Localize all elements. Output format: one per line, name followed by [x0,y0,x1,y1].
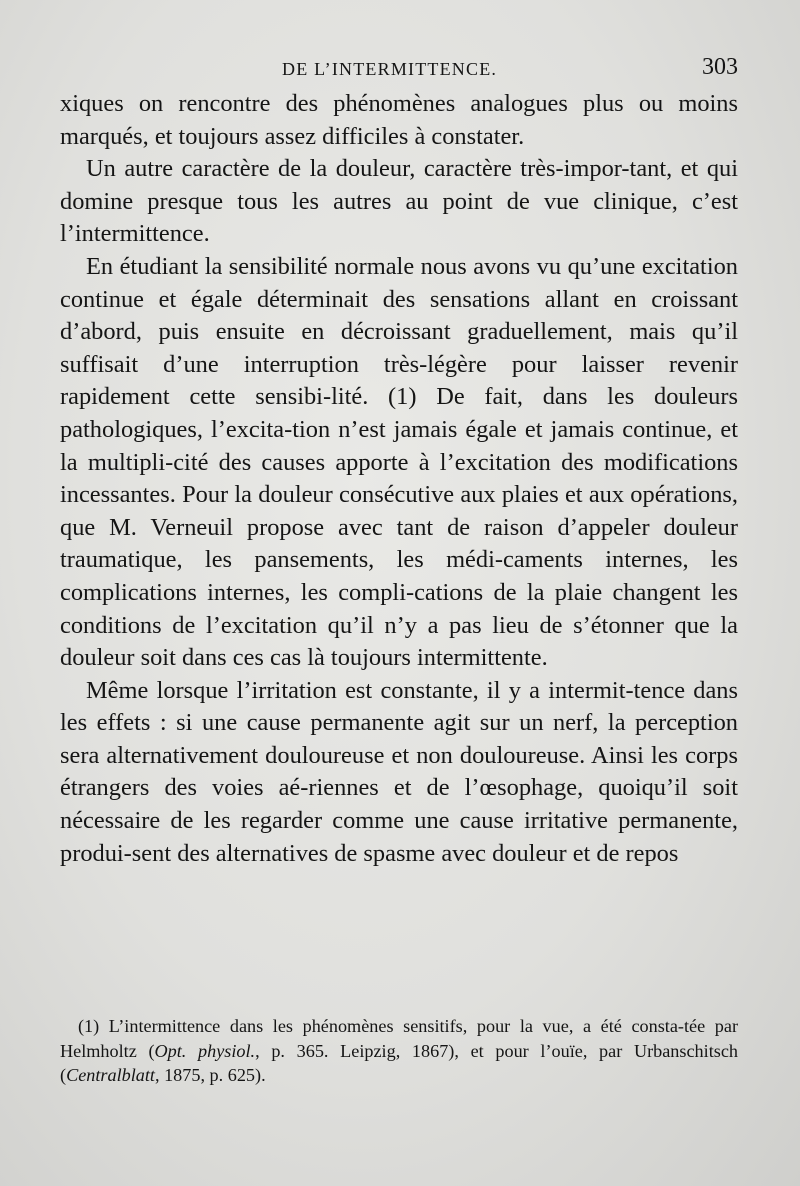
footnote-reference-helmholtz: Opt. physiol. [154,1040,256,1061]
footnotes [60,1014,738,1088]
paragraph-constant-irritation: Même lorsque l’irritation est constante, il y a intermit-tence dans les effets : si une cause permanente agit sur un nerf, la perception sera alternativement douloureuse et non douloureuse. Ainsi les corps étrangers des voies aé-riennes et de l’œsophage, quoiqu’il soit nécessaire de les regarder comme une cause irritative permanente, produi-sent des alternatives de spasme avec douleur et de repos [60,676,738,867]
footnote-text-part1: (1) L’intermittence dans les phénomènes sensitifs, pour la vue, a été consta-tée par Helmholtz ( [60,1016,738,1061]
paragraph-continuation: xiques on rencontre des phénomènes analogues plus ou moins marqués, et toujours assez difficiles à constater. [60,90,738,150]
page-number: 303 [702,54,738,80]
running-title: DE L’INTERMITTENCE. [282,59,498,79]
footnote-reference-centralblatt: Centralblatt [66,1065,155,1085]
footnote-text-part3: , 1875, p. 625). [154,1065,266,1085]
footnote-text-part2: , p. 365. Leipzig, 1867), et pour l’ouïe, par Urbanschitsch ( [60,1040,738,1085]
footnote-1 [60,1014,738,1088]
paragraph-intermittence: Un autre caractère de la douleur, caractère très-impor-tant, et qui domine presque tous les autres au point de vue clinique, c’est l’intermittence. [60,155,738,248]
body-text [60,88,738,870]
paragraph-normal-sensibility: En étudiant la sensibilité normale nous avons vu qu’une excitation continue et égale déterminait des sensations allant en croissant d’abord, puis ensuite en décroissant graduellement, mais qu’il suffisait d’une interruption très-légère pour laisser revenir rapidement cette sensibi-lité. (1) De fait, dans les douleurs pathologiques, l’excita-tion n’est jamais égale et jamais continue, et la multipli-cité des causes apporte à l’excitation des modifications incessantes. Pour la douleur consécutive aux plaies et aux opérations, que M. Verneuil propose avec tant de raison d’appeler douleur traumatique, les pansements, les médi-caments internes, les complications internes, les compli-cations de la plaie changent les conditions de l’excitation qu’il n’y a pas lieu de s’étonner que la douleur soit dans ces cas là toujours intermittente. [60,252,738,672]
page-header [60,52,740,86]
